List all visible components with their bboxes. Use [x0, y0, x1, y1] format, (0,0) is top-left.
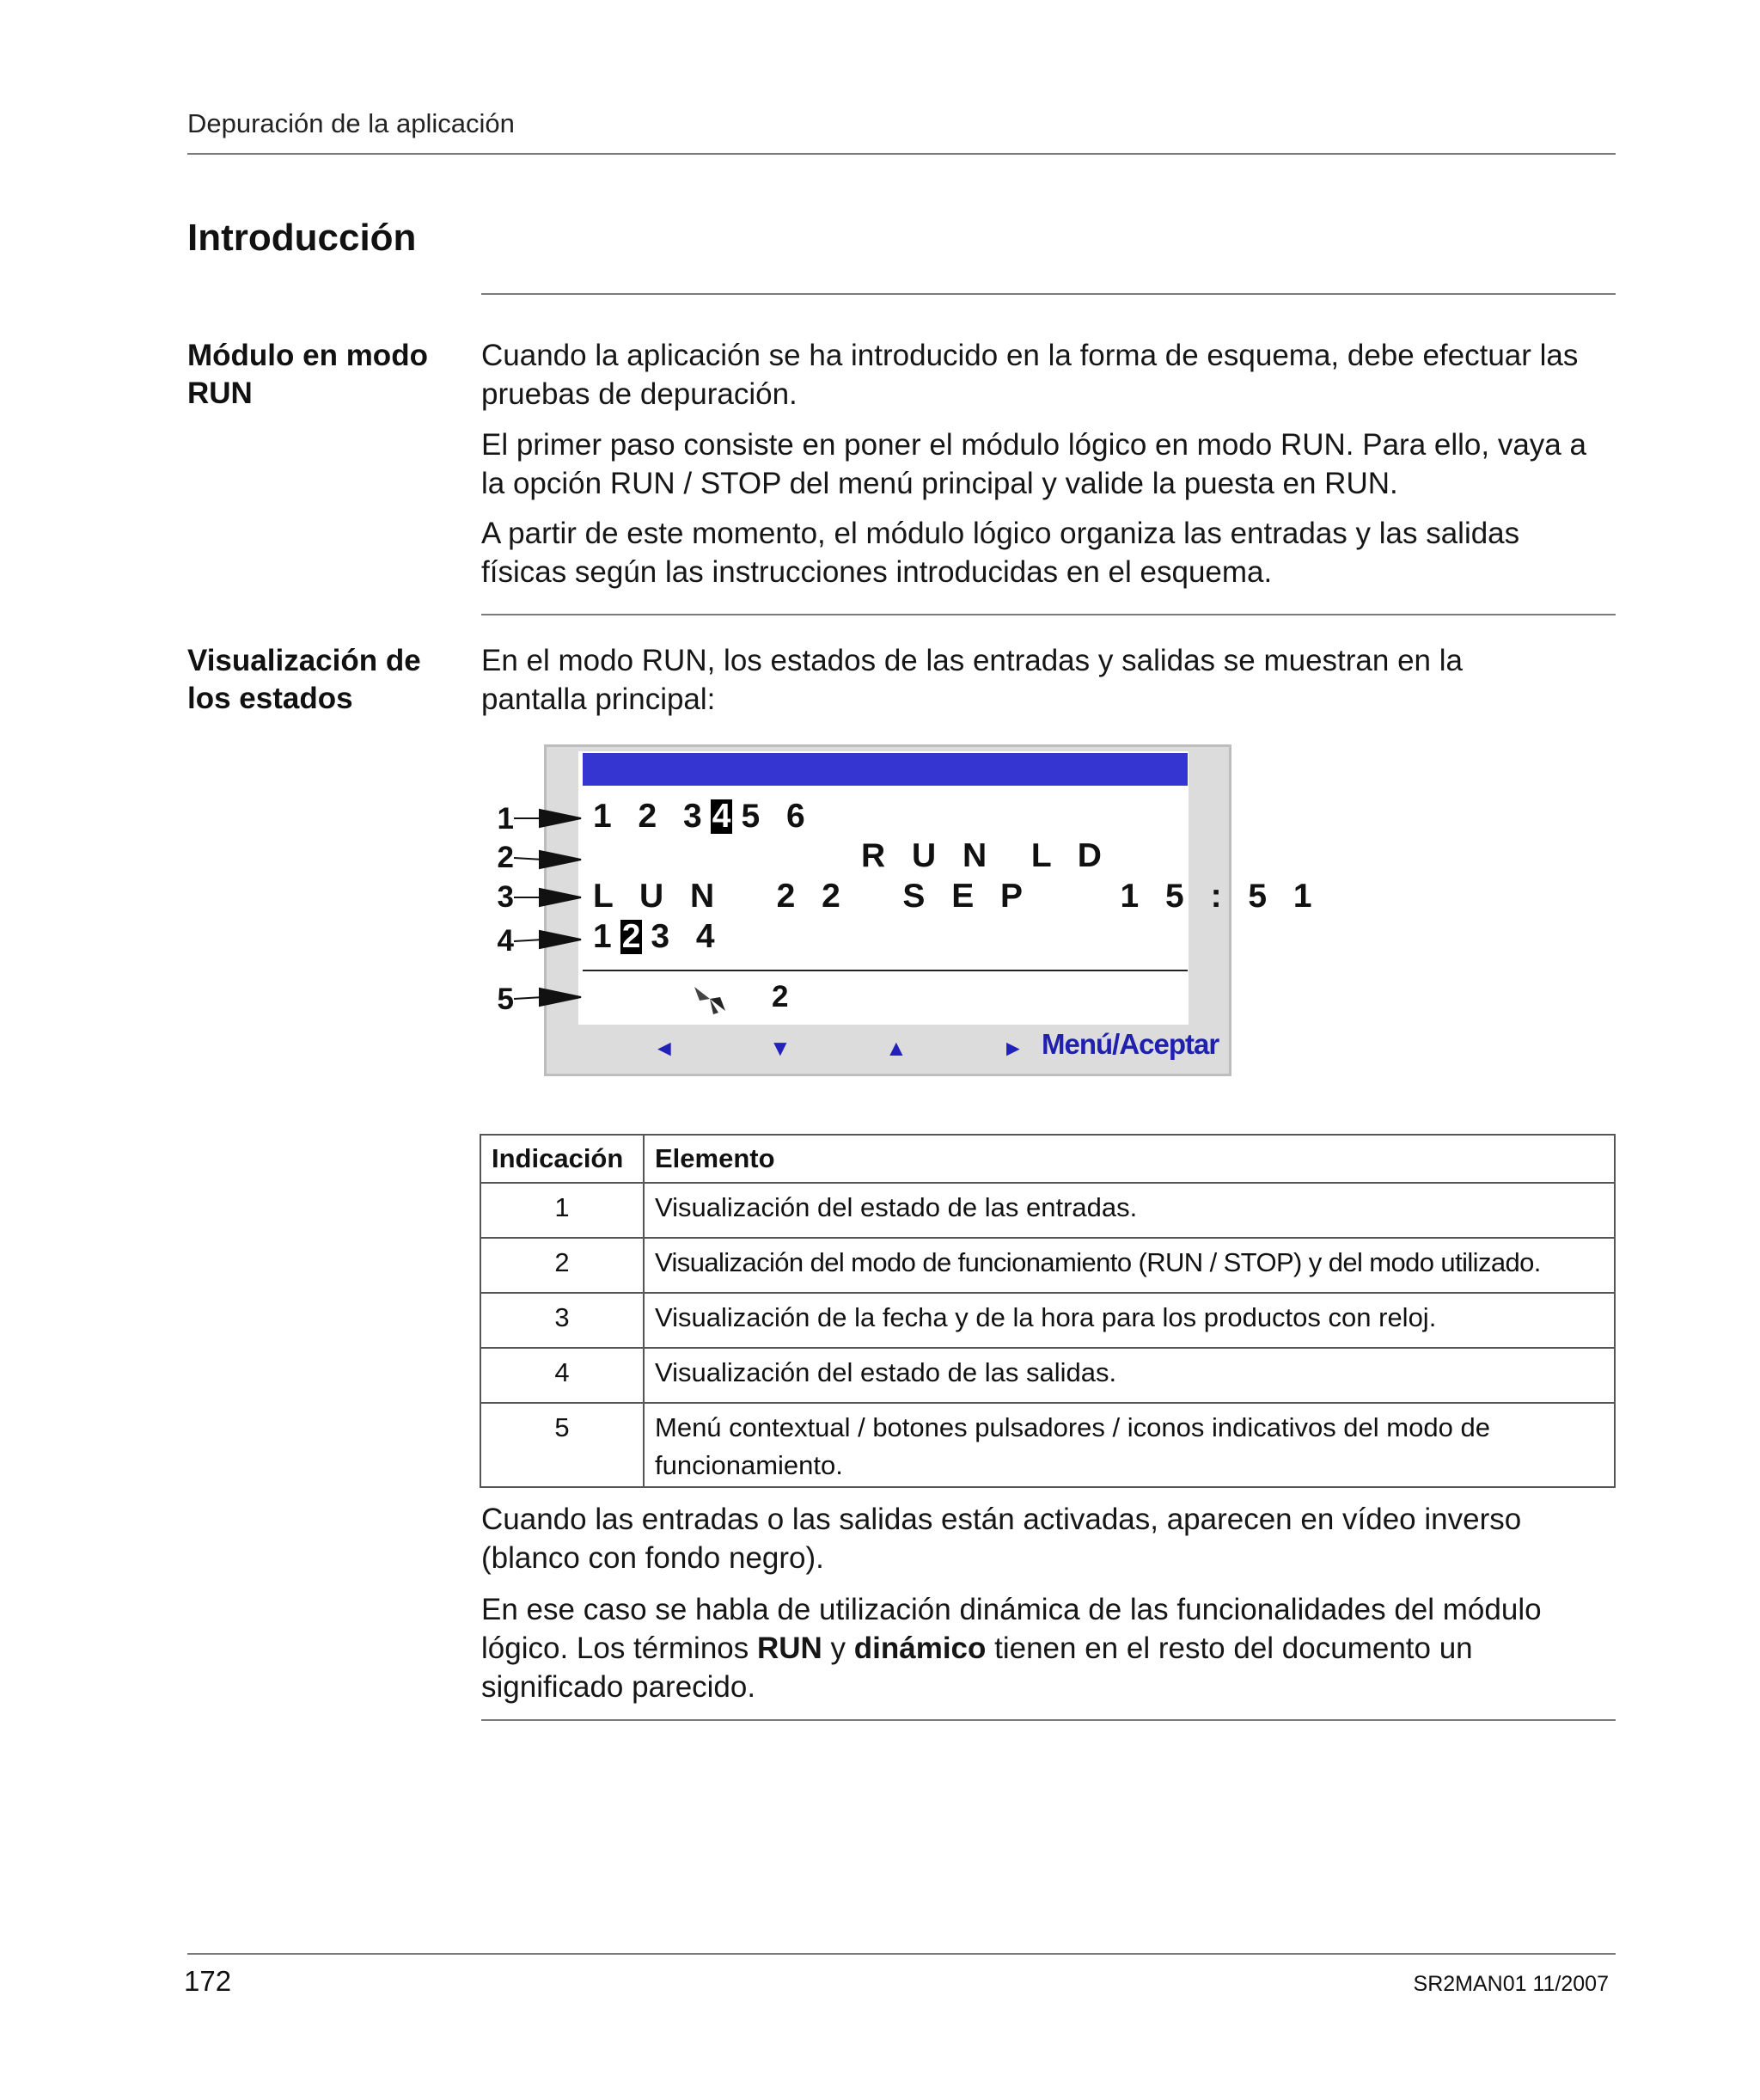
- table-cell-text: [644, 1403, 1615, 1487]
- text-line: pantalla principal:: [481, 683, 716, 716]
- paragraph: [481, 1590, 1616, 1706]
- lcd-datetime-line: L U N 2 2 S E P 1 5 : 5 1: [593, 878, 1321, 915]
- column-header: Elemento: [644, 1135, 1615, 1183]
- table-row: [480, 1183, 1615, 1238]
- callout-number: 4: [497, 924, 514, 958]
- callout-number: 2: [497, 841, 514, 874]
- callout-number: 3: [497, 880, 514, 914]
- lcd-mode-line: R U N L D: [861, 837, 1110, 874]
- section-rule: [481, 614, 1616, 615]
- arrow-icon: [540, 889, 581, 906]
- table-cell-text: Visualización del estado de las entradas.: [644, 1183, 1615, 1238]
- arrow-icon: [540, 851, 581, 868]
- table-cell-num: 4: [480, 1348, 644, 1403]
- text-line: significado parecido.: [481, 1670, 756, 1704]
- nav-down-icon: ▼: [769, 1035, 791, 1061]
- arrow-icon: [540, 931, 581, 948]
- page-number: 172: [184, 1965, 232, 1997]
- lcd-outputs-inactive: 1: [593, 918, 620, 955]
- table-cell-num: 2: [480, 1238, 644, 1293]
- text-line: pruebas de depuración.: [481, 377, 798, 411]
- lcd-divider: [583, 970, 1188, 971]
- lcd-output-active: 2: [621, 918, 641, 955]
- text-line: Menú contextual / botones pulsadores / iconos indicativos del modo de: [655, 1412, 1490, 1442]
- paragraph: [481, 426, 1616, 503]
- callout-number: 5: [497, 983, 514, 1016]
- text-line: la opción RUN / STOP del menú principal y valide la puesta en RUN.: [481, 467, 1398, 500]
- paragraph: [481, 514, 1616, 591]
- nav-right-icon: ►: [1002, 1035, 1024, 1061]
- arrow-icon: [540, 989, 581, 1006]
- bold-term: dinámico: [853, 1632, 987, 1665]
- text-run: lógico. Los términos: [481, 1632, 757, 1665]
- lcd-inputs-line: [593, 798, 814, 836]
- column-header: Indicación: [480, 1135, 644, 1183]
- page-title: Introducción: [187, 217, 417, 259]
- table-cell-text: Visualización del modo de funcionamiento (RUN / STOP) y del modo utilizado.: [644, 1238, 1615, 1293]
- run-status-icon: [691, 980, 729, 1018]
- table-row: [480, 1293, 1615, 1348]
- table-header-row: [480, 1135, 1615, 1183]
- section-rule: [481, 1719, 1616, 1721]
- side-label-line: Módulo en modo: [187, 339, 428, 372]
- indication-table: [480, 1134, 1616, 1488]
- lcd-input-active: 4: [712, 798, 731, 835]
- text-line: El primer paso consiste en poner el módulo lógico en modo RUN. Para ello, vaya a: [481, 428, 1586, 462]
- nav-up-icon: ▲: [885, 1035, 908, 1061]
- table-cell-num: 5: [480, 1403, 644, 1487]
- text-line: físicas según las instrucciones introducidas en el esquema.: [481, 555, 1273, 589]
- text-run: tienen en el resto del documento un: [986, 1632, 1473, 1665]
- text-line: (blanco con fondo negro).: [481, 1541, 824, 1575]
- paragraph: [481, 641, 1616, 719]
- lcd-status-value: 2: [772, 980, 789, 1013]
- text-line: Cuando la aplicación se ha introducido en la forma de esquema, debe efectuar las: [481, 339, 1579, 372]
- table-cell-text: Visualización de la fecha y de la hora para los productos con reloj.: [644, 1293, 1615, 1348]
- lcd-inputs-inactive: 5 6: [741, 798, 814, 835]
- side-label-line: Visualización de: [187, 644, 421, 677]
- callout-number: 1: [497, 802, 514, 836]
- side-label-visualizacion: [187, 642, 462, 718]
- document-reference: SR2MAN01 11/2007: [1413, 1972, 1609, 1996]
- lcd-inputs-inactive: 1 2 3: [593, 798, 711, 835]
- bold-term: RUN: [756, 1632, 822, 1665]
- table-cell-num: 1: [480, 1183, 644, 1238]
- text-line: funcionamiento.: [655, 1450, 843, 1480]
- table-row: [480, 1403, 1615, 1487]
- table-row: [480, 1348, 1615, 1403]
- table-row: [480, 1238, 1615, 1293]
- side-label-line: RUN: [187, 377, 253, 410]
- text-line: Cuando las entradas o las salidas están activadas, aparecen en vídeo inverso: [481, 1503, 1522, 1536]
- callout-arrows: [514, 799, 584, 1014]
- table-cell-num: 3: [480, 1293, 644, 1348]
- text-run: y: [822, 1632, 854, 1665]
- table-cell-text: Visualización del estado de las salidas.: [644, 1348, 1615, 1403]
- side-label-modulo: [187, 337, 462, 413]
- header-rule: [187, 153, 1616, 155]
- running-head: Depuración de la aplicación: [187, 108, 515, 138]
- side-label-line: los estados: [187, 682, 353, 715]
- text-line: [481, 1629, 1616, 1668]
- lcd-outputs-inactive: 3 4: [651, 918, 724, 955]
- paragraph: [481, 1500, 1616, 1577]
- text-line: A partir de este momento, el módulo lógico organiza las entradas y las salidas: [481, 517, 1520, 550]
- section-rule: [481, 293, 1616, 295]
- lcd-outputs-line: [593, 918, 724, 956]
- footer-rule: [187, 1953, 1616, 1955]
- text-line: En ese caso se habla de utilización dinámica de las funcionalidades del módulo: [481, 1593, 1542, 1626]
- menu-accept-label: Menú/Aceptar: [1042, 1028, 1219, 1060]
- nav-left-icon: ◄: [653, 1035, 675, 1061]
- arrow-icon: [540, 810, 581, 827]
- text-line: En el modo RUN, los estados de las entradas y salidas se muestran en la: [481, 644, 1463, 677]
- paragraph: [481, 336, 1616, 413]
- lcd-title-bar: [583, 753, 1188, 786]
